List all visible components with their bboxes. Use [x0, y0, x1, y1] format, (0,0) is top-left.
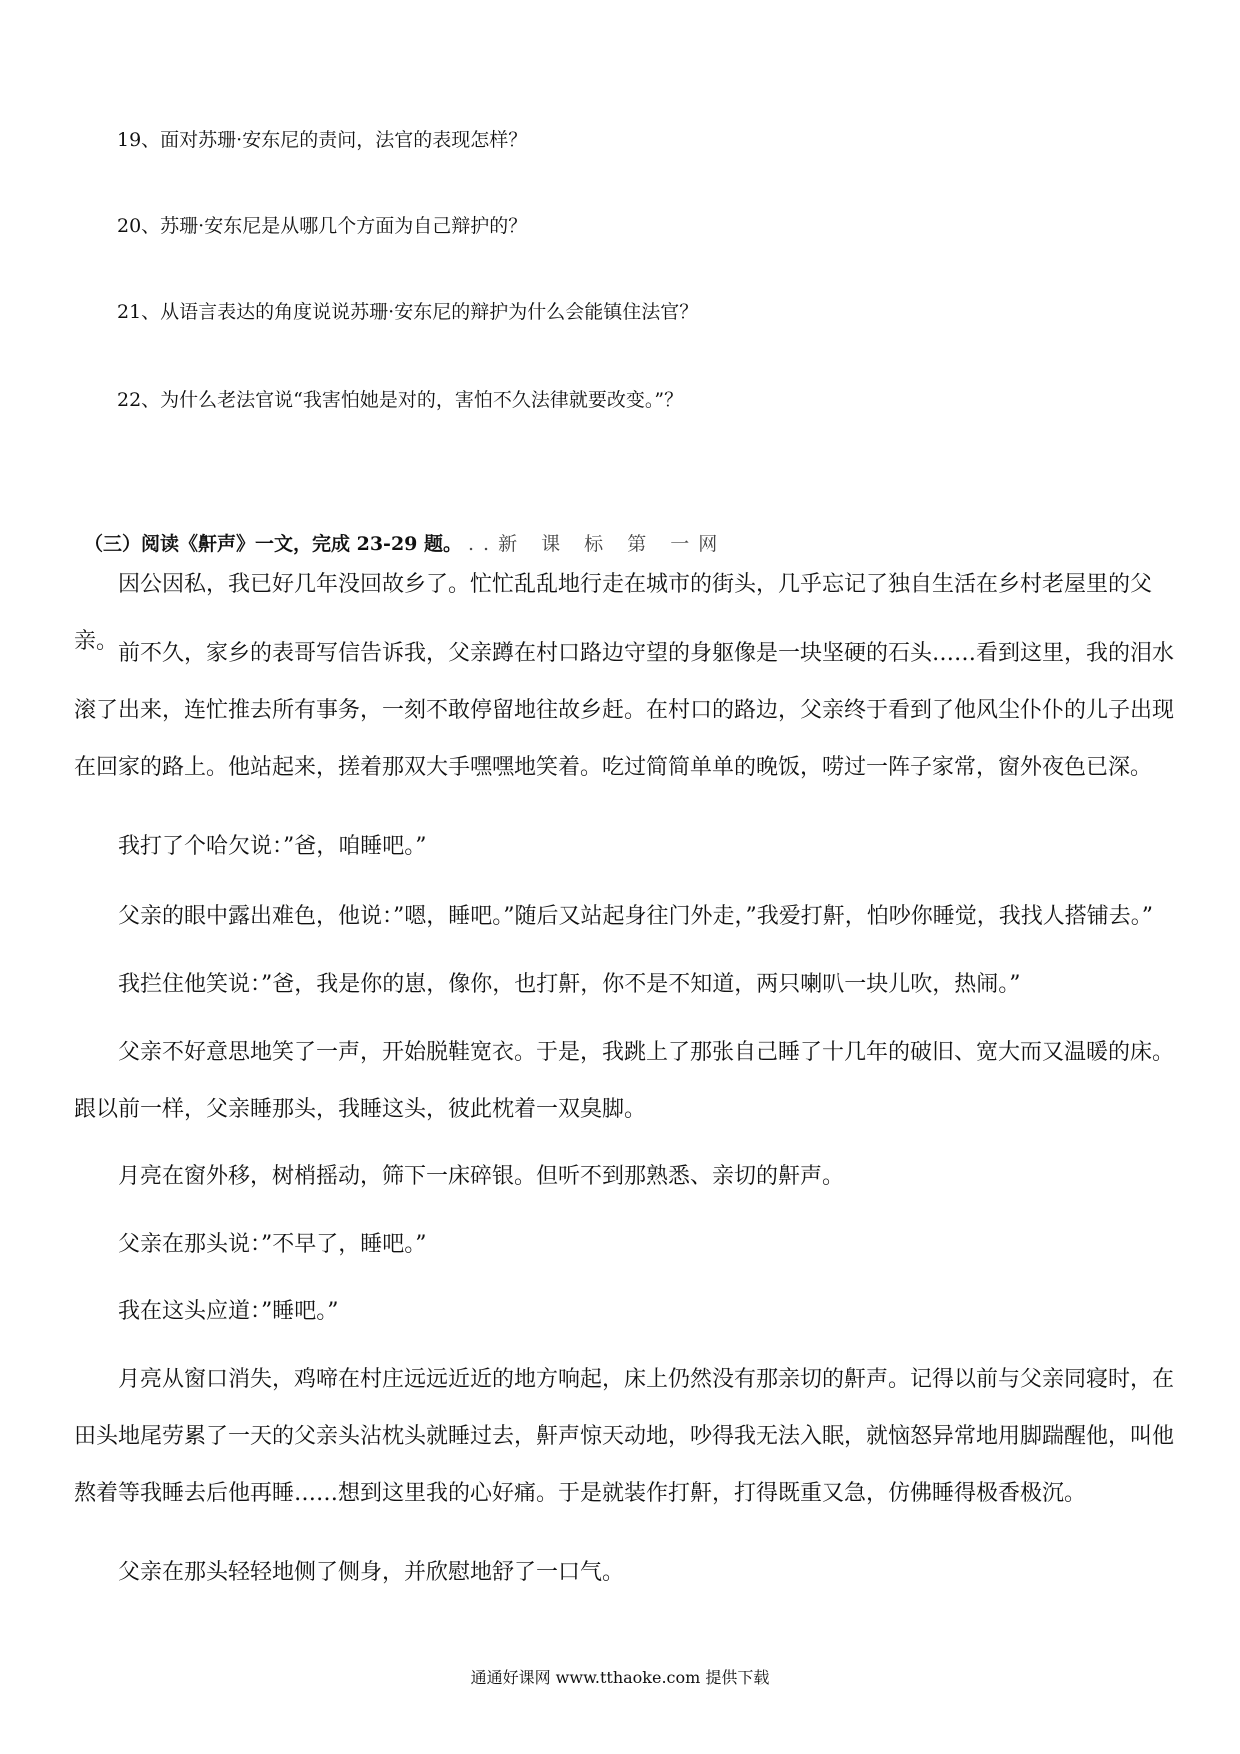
section-heading-text: （三）阅读《鼾声》一文，完成 23-29 题。 — [84, 533, 462, 555]
question-22: 22、为什么老法官说“我害怕她是对的，害怕不久法律就要改变。”？ — [117, 389, 684, 411]
paragraph-10: 月亮从窗口消失，鸡啼在村庄远远近近的地方响起，床上仍然没有那亲切的鼾声。记得以前与父亲同寝时，在田头地尾劳累了一天的父亲头沾枕头就睡过去，鼾声惊天动地，吵得我无法入眠，就恼怒异常地用脚踹醒他，叫他熬着等我睡去后他再睡……想到这里我的心好痛。于是就装作打鼾，打得既重又急，仿佛睡得极香极沉。 — [74, 1367, 1175, 1506]
paragraph-11: 父亲在那头轻轻地侧了侧身，并欣慰地舒了一口气。 — [118, 1560, 625, 1585]
paragraph-4: 父亲的眼中露出难色，他说：”嗯，睡吧。”随后又站起身往门外走，”我爱打鼾，怕吵你睡觉，我找人搭铺去。” — [118, 904, 1153, 929]
watermark-text: ..新 课 标 第 一网 — [468, 533, 727, 555]
paragraph-7: 月亮在窗外移，树梢摇动，筛下一床碎银。但听不到那熟悉、亲切的鼾声。 — [118, 1164, 845, 1189]
paragraph-5: 我拦住他笑说：”爸，我是你的崽，像你，也打鼾，你不是不知道，两只喇叭一块儿吹，热闹。” — [118, 972, 1021, 997]
paragraph-6: 父亲不好意思地笑了一声，开始脱鞋宽衣。于是，我跳上了那张自己睡了十几年的破旧、宽大而又温暖的床。跟以前一样，父亲睡那头，我睡这头，彼此枕着一双臭脚。 — [74, 1040, 1175, 1122]
question-20: 20、苏珊·安东尼是从哪几个方面为自己辩护的？ — [117, 215, 528, 237]
question-21: 21、从语言表达的角度说说苏珊·安东尼的辩护为什么会能镇住法官？ — [117, 301, 699, 323]
paragraph-2: 前不久，家乡的表哥写信告诉我，父亲蹲在村口路边守望的身躯像是一块坚硬的石头……看到这里，我的泪水滚了出来，连忙推去所有事务，一刻不敢停留地往故乡赶。在村口的路边，父亲终于看到了他风尘仆仆的儿子出现在回家的路上。他站起来，搓着那双大手嘿嘿地笑着。吃过简简单单的晚饭，唠过一阵子家常，窗外夜色已深。 — [74, 641, 1175, 780]
paragraph-1: 因公因私，我已好几年没回故乡了。忙忙乱乱地行走在城市的街头，几乎忘记了独自生活在乡村老屋里的父亲。 — [74, 572, 1153, 654]
paragraph-8: 父亲在那头说：”不早了，睡吧。” — [118, 1232, 427, 1257]
page-footer: 通通好课网 www.tthaoke.com 提供下载 — [470, 1668, 770, 1687]
question-19: 19、面对苏珊·安东尼的责问，法官的表现怎样？ — [117, 129, 528, 151]
paragraph-9: 我在这头应道：”睡吧。” — [118, 1299, 339, 1324]
paragraph-3: 我打了个哈欠说：”爸，咱睡吧。” — [118, 834, 427, 859]
section-heading — [84, 532, 726, 556]
